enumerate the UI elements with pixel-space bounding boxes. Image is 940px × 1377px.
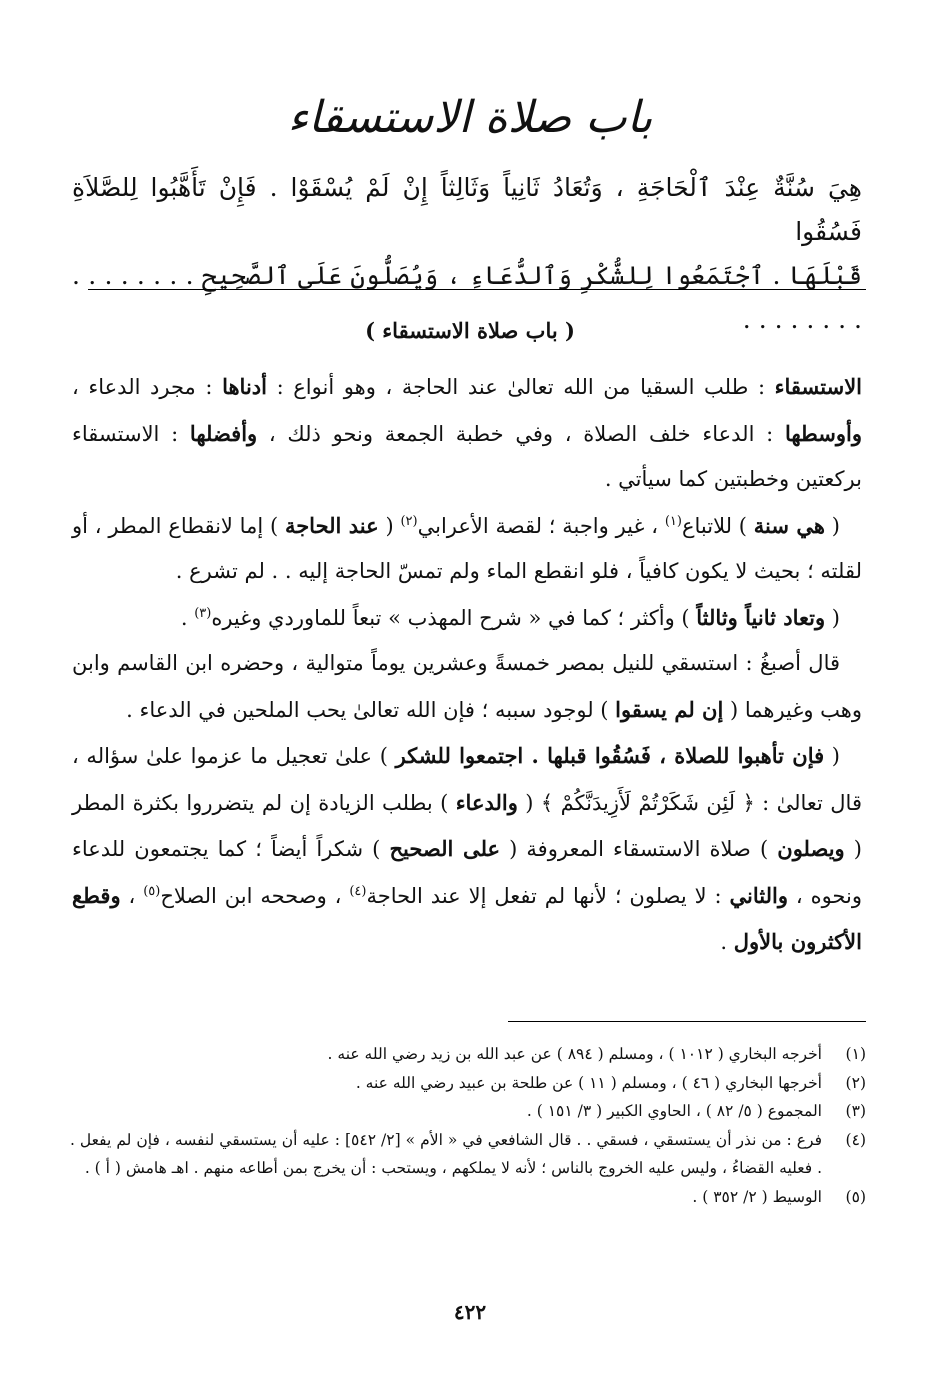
footnote-number: (٥) [845, 1187, 866, 1206]
footnote-number: (٢) [845, 1073, 866, 1092]
text-run: ، وصححه ابن الصلاح [160, 883, 350, 908]
footnote-text: فرع : من نذر أن يستسقي ، فسقي . . قال الشافعي في « الأم » [٢/ ٥٤٢] : عليه أن يستسقي لنفسه ، فإن لم يفعل . . فعليه القضاءُ ، وليس عليه الخروج بالناس ؛ لأنه لا يملكهم ، ويستحب : أن يخرج بمن أطاعه منهم . اهـ هامش ( أ ) . [70, 1130, 822, 1178]
text-run: ) شكراً أيضاً ؛ كما يجتمعون للدعاء ونحوه ، [72, 837, 862, 908]
footnote-ref[interactable]: (٤) [349, 883, 367, 899]
footnote-ref[interactable]: (٢) [400, 513, 418, 529]
bold-term: فإن تأهبوا للصلاة ، فَسُقُوا قبلها . اجتمعوا للشكر [395, 743, 825, 768]
text-run: ( [378, 513, 401, 538]
bold-term: وقطع الأكثرون بالأول [72, 882, 862, 954]
text-run: قال أصبغُ : استسقي للنيل بمصر خمسةً وعشرين يوماً متوالية ، وحضره ابن القاسم وابن وهب وغيرهما ( [72, 651, 862, 722]
text-run: ) بطلب الزيادة إن لم يتضرروا بكثرة المطر ( [72, 790, 862, 861]
bold-term: وأفضلها [189, 420, 258, 446]
text-run: ) للاتباع [681, 513, 754, 538]
text-run: ) إما لانقطاع المطر ، أو لقلته ؛ بحيث لا يكون كافياً ، فلو انقطع الماء ولم تمسّ الحاجة إليه . . لم تشرع . [72, 513, 862, 583]
bold-term: والدعاء [455, 789, 518, 815]
bold-term: هي سنة [753, 512, 825, 538]
text-run: ) صلاة الاستسقاء المعروفة ( [500, 837, 778, 861]
separator-rule [88, 289, 866, 290]
footnote-ref[interactable]: (٥) [143, 883, 161, 899]
main-text [72, 166, 862, 342]
footnote-text: أخرجها البخاري ( ٤٦ ) ، ومسلم ( ١١ ) عن طلحة بن عبيد رضي الله عنه . [355, 1073, 822, 1092]
text-run: : الاستسقاء بركعتين وخطبتين كما سيأتي . [72, 421, 862, 491]
footnote [70, 1097, 866, 1126]
main-text-line: هِيَ سُنَّةٌ عِنْدَ ٱلْحَاجَةِ ، وَتُعَادُ ثَانِياً وَثَالِثاً إِنْ لَمْ يُسْقَوْا . فَإِنْ تَأَهَّبُوا لِلصَّلاَةِ فَسُقُوا [72, 173, 862, 246]
bold-term: وتعاد ثانياً وثالثاً [696, 604, 826, 630]
footnote-number: (٣) [845, 1102, 866, 1121]
footnote-number: (٤) [845, 1130, 866, 1149]
text-run: : الدعاء خلف الصلاة ، وفي خطبة الجمعة ونحو ذلك ، [257, 421, 785, 446]
commentary-paragraph [72, 641, 862, 733]
commentary-heading: ( باب صلاة الاستسقاء ) [365, 318, 575, 343]
text-run: . [720, 930, 734, 954]
bold-term: والثاني [729, 882, 788, 908]
bold-term: إن لم يسقوا [615, 696, 724, 722]
footnote-ref[interactable]: (١) [664, 513, 682, 529]
text-run: ) وأكثر ؛ كما في « شرح المهذب » تبعاً للماوردي وغيره [211, 605, 697, 630]
text-run: . [180, 605, 195, 630]
bold-term: وأوسطها [784, 420, 862, 446]
footnote [70, 1069, 866, 1098]
commentary-text [72, 364, 862, 966]
bold-term: الاستسقاء [774, 374, 862, 399]
commentary-paragraph [72, 503, 862, 595]
footnote [70, 1183, 866, 1212]
text-run: ( [825, 605, 840, 630]
text-run: : مجرد الدعاء ، [72, 375, 223, 399]
text-run: : طلب السقيا من الله تعالىٰ عند الحاجة ، وهو أنواع : [266, 375, 775, 399]
text-run: ( [824, 744, 841, 768]
footnote-text: أخرجه البخاري ( ١٠١٢ ) ، ومسلم ( ٨٩٤ ) عن عبد الله بن زيد رضي الله عنه . [327, 1045, 822, 1063]
bold-term: عند الحاجة [284, 512, 379, 538]
main-text-line: قَبْلَهَا . ٱجْتَمَعُوا لِلشُّكْرِ وَٱلدُّعَاءِ ، وَيُصَلُّونَ عَلَى ٱلصَّحِيحِ . . . . . . . . . . . . . . . . [72, 261, 862, 334]
text-run: ) علىٰ تعجيل ما عزموا علىٰ سؤاله ، قال تعالىٰ : ﴿ لَئِن شَكَرْتُمْ لَأَزِيدَنَّكُمْ ﴾ ( [72, 744, 862, 815]
chapter-title: باب صلاة الاستسقاء [287, 92, 653, 143]
text-run: ، [120, 883, 144, 908]
text-run: ( [824, 513, 840, 538]
footnote-text: الوسيط ( ٢/ ٣٥٢ ) . [692, 1187, 822, 1206]
commentary-paragraph [72, 364, 862, 503]
text-run: : لا يصلون ؛ لأنها لم تفعل إلا عند الحاجة [366, 883, 730, 908]
text-run: ، غير واجبة ؛ لقصة الأعرابي [417, 513, 665, 538]
footnote-number: (١) [845, 1045, 866, 1063]
bold-term: أدناها [222, 374, 267, 399]
bold-term: على الصحيح [389, 836, 501, 861]
footnotes [70, 1040, 866, 1212]
commentary-paragraph [72, 595, 862, 642]
footnote-separator [508, 1021, 866, 1022]
footnote [70, 1040, 866, 1069]
footnote-text: المجموع ( ٥/ ٨٢ ) ، الحاوي الكبير ( ٣/ ١٥١ ) . [526, 1102, 822, 1121]
commentary-paragraph [72, 733, 862, 966]
bold-term: ويصلون [777, 836, 845, 861]
text-run: ) لوجود سببه ؛ فإن الله تعالىٰ يحب الملحين في الدعاء . [126, 697, 616, 722]
page-number: ٤٢٢ [453, 1300, 487, 1324]
footnote [70, 1126, 866, 1183]
footnote-ref[interactable]: (٣) [194, 605, 212, 621]
